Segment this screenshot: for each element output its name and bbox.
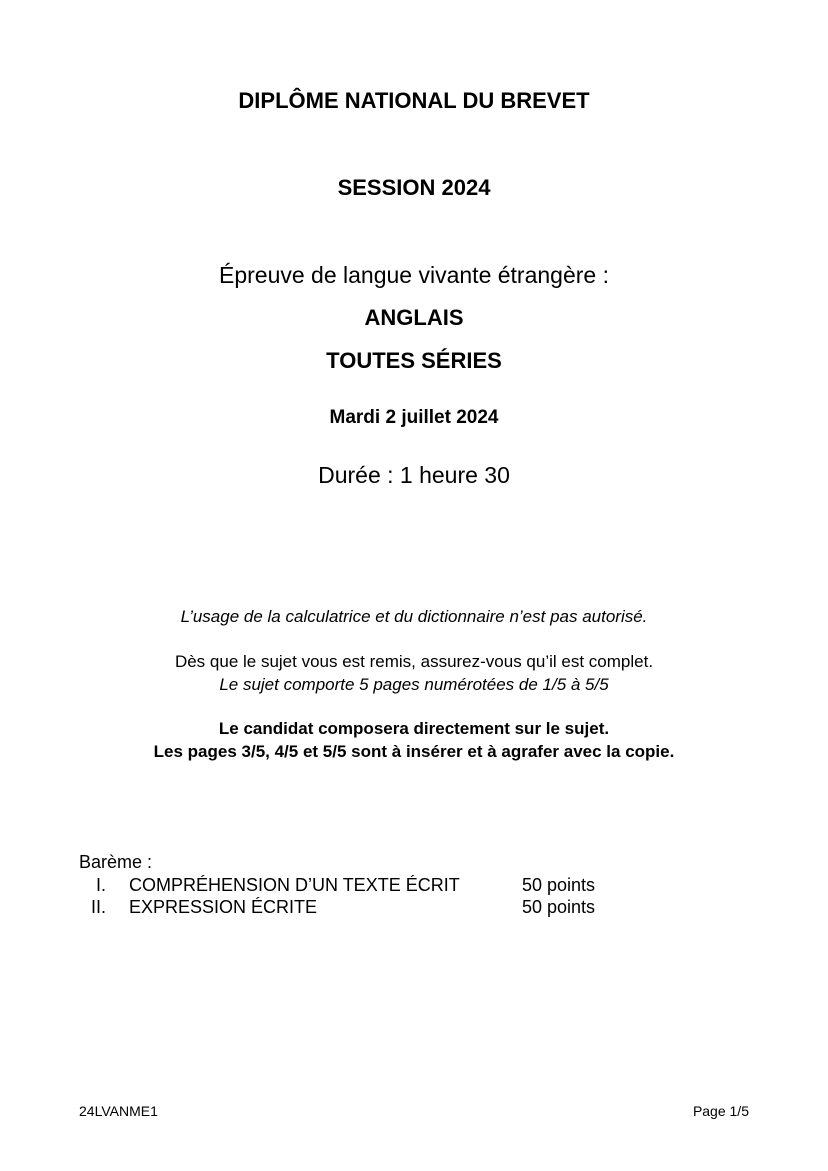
page-count-notice: Le sujet comporte 5 pages numérotées de 1/5 à 5/5 [219, 675, 609, 694]
exam-date: Mardi 2 juillet 2024 [329, 407, 499, 428]
epreuve-label: Épreuve de langue vivante étrangère : [219, 262, 609, 288]
staple-notice: Les pages 3/5, 4/5 et 5/5 sont à insérer et à agrafer avec la copie. [153, 742, 675, 761]
bareme-row-number: I. [95, 875, 106, 895]
series-label: TOUTES SÉRIES [326, 348, 502, 373]
session-label: SESSION 2024 [337, 175, 491, 200]
bareme-row-points: 50 points [522, 875, 596, 895]
completeness-notice: Dès que le sujet vous est remis, assurez-vous qu’il est complet. [174, 652, 654, 671]
bareme-row [0, 875, 828, 897]
language-label: ANGLAIS [364, 305, 464, 330]
bareme-row-number: II. [90, 897, 106, 917]
calculator-notice: L’usage de la calculatrice et du dictionnaire n’est pas autorisé. [180, 607, 648, 626]
compose-notice: Le candidat composera directement sur le sujet. [218, 719, 610, 738]
bareme-row [0, 897, 828, 919]
exam-title: DIPLÔME NATIONAL DU BREVET [238, 88, 590, 113]
bareme-row-points: 50 points [522, 897, 596, 917]
footer-subject-code: 24LVANME1 [79, 1103, 158, 1119]
bareme-row-label: EXPRESSION ÉCRITE [129, 897, 318, 917]
bareme-title: Barème : [79, 852, 153, 872]
footer-page-number: Page 1/5 [692, 1103, 749, 1119]
bareme-row-label: COMPRÉHENSION D’UN TEXTE ÉCRIT [129, 875, 460, 895]
exam-duration: Durée : 1 heure 30 [318, 462, 510, 488]
